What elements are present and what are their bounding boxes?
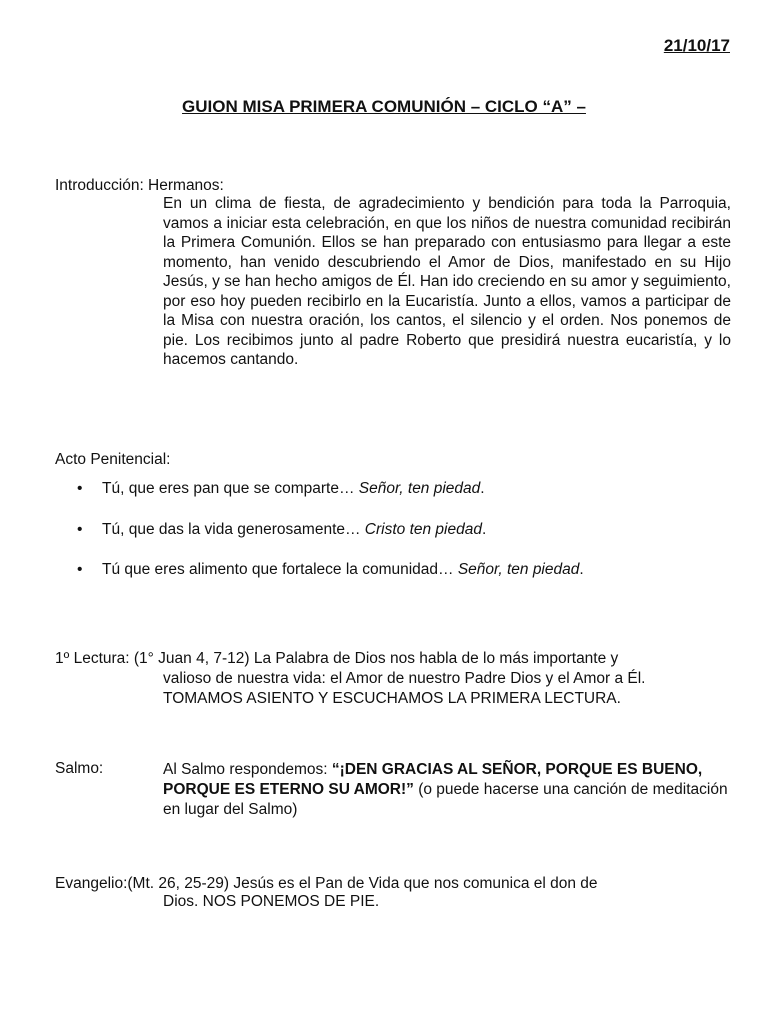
salmo-text (163, 760, 731, 820)
list-item (55, 479, 735, 520)
salmo-label: Salmo: (55, 760, 104, 777)
salmo-response: “¡DEN GRACIAS AL SEÑOR, PORQUE ES BUENO, PORQUE ES ETERNO SU AMOR!” (163, 761, 703, 798)
lectura-line-1: 1º Lectura: (1° Juan 4, 7-12) La Palabra de Dios nos habla de lo más importante y (55, 650, 619, 667)
introduccion-text: En un clima de fiesta, de agradecimiento y bendición para toda la Parroquia, vamos a iniciar esta celebración, en que los niños de nuestra comunidad recibirán la Primera Comunión. Ellos se han preparado con entusiasmo para llegar a este momento, han venido descubriendo el Amor de Dios, manifestado en su Hijo Jesús, y se han hecho amigos de Él. Han ido creciendo en su amor y seguimiento, por eso hoy pueden recibirlo en la Eucaristía. Junto a ellos, vamos a participar de la Misa con nuestra oración, los cantos, el silencio y el orden. Nos ponemos de pie. Los recibimos junto al padre Roberto que presidirá nuestra eucaristía, y lo hacemos cantando. (163, 195, 731, 368)
invocation-end: . (481, 520, 487, 538)
bullet-icon: • (77, 480, 83, 497)
bullet-icon: • (77, 520, 83, 538)
invocation-response: Señor, ten piedad (358, 480, 481, 497)
lectura-line-2: valioso de nuestra vida: el Amor de nuestro Padre Dios y el Amor a Él. (163, 670, 646, 687)
acto-penitencial-label: Acto Penitencial: (55, 451, 171, 468)
invocation-text: Tú que eres alimento que fortalece la comunidad… (102, 561, 458, 578)
salmo-note: (o puede hacerse una canción de meditación en lugar del Salmo) (163, 781, 728, 818)
invocation-end: . (579, 561, 584, 578)
acto-penitencial-list (55, 479, 735, 601)
bullet-icon: • (77, 561, 83, 578)
document-title: GUION MISA PRIMERA COMUNIÓN – CICLO “A” – (182, 97, 586, 116)
list-item (55, 520, 735, 561)
evangelio-line-1: Evangelio:(Mt. 26, 25-29) Jesús es el Pan de Vida que nos comunica el don de (55, 875, 598, 892)
invocation-response: Señor, ten piedad (457, 561, 580, 578)
list-item (55, 560, 735, 601)
invocation-text: Tú, que das la vida generosamente… (102, 520, 365, 538)
lectura-text (163, 669, 733, 708)
lectura-line-3: TOMAMOS ASIENTO Y ESCUCHAMOS LA PRIMERA LECTURA. (163, 689, 621, 707)
evangelio-line-2: Dios. NOS PONEMOS DE PIE. (163, 893, 380, 910)
salmo-intro: Al Salmo respondemos: (163, 761, 332, 778)
document-date: 21/10/17 (663, 36, 730, 55)
invocation-text: Tú, que eres pan que se comparte… (102, 480, 359, 497)
introduccion-label: Introducción: Hermanos: (55, 177, 224, 194)
invocation-end: . (480, 480, 485, 497)
invocation-response: Cristo ten piedad (364, 520, 482, 538)
